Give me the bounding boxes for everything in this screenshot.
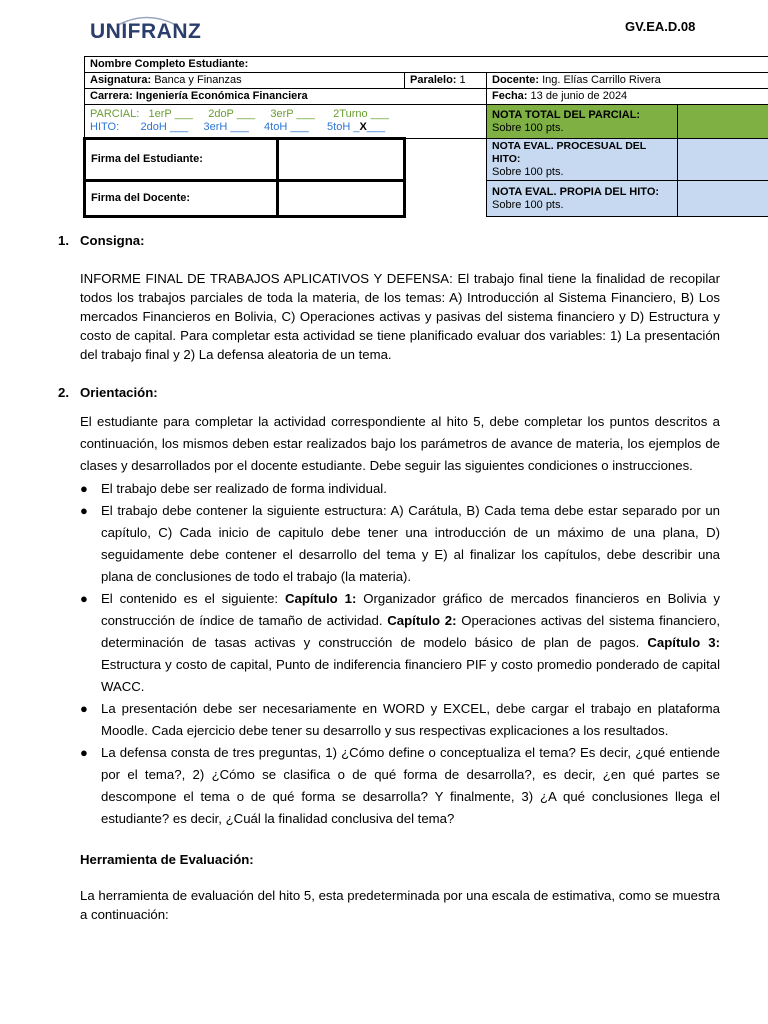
parcial-hito-cell[interactable]: [85, 105, 487, 139]
section-2-title: Orientación:: [80, 385, 158, 400]
row-carrera: [85, 89, 768, 105]
row-nombre: [85, 57, 768, 73]
asignatura-cell: [85, 73, 405, 89]
bullet-2-text: El trabajo debe contener la siguiente estructura: A) Carátula, B) Cada tema debe estar separado por un capítulo, C) Cada inicio de capitulo debe tener una introducción de un máximo de una plana, D) seguidamente debe contener el desarrollo del tema y E) al finalizar los capítulos, debe describir una plana de conclusiones de todo el trabajo (la materia).: [101, 503, 720, 584]
cap3-label: Capítulo 3:: [647, 635, 720, 650]
firma-docente-label: Firma del Docente:: [91, 192, 191, 204]
spacer-cell: [405, 139, 487, 181]
row-firma-estudiante: [85, 139, 768, 181]
carrera-cell: [85, 89, 487, 105]
cap2-label: Capítulo 2:: [387, 613, 457, 628]
logo-text: UNIFRANZ: [90, 20, 202, 43]
docente-label: Docente:: [492, 74, 540, 86]
spacer-cell: [405, 181, 487, 217]
nota-procesual-value-cell[interactable]: [678, 139, 768, 181]
carrera-value: Ingeniería Económica Financiera: [135, 90, 308, 102]
asignatura-label: Asignatura:: [90, 74, 152, 86]
row-parcial-hito: [85, 105, 768, 139]
hito-prefix: HITO: 2doH ___ 3erH ___ 4toH ___ 5toH _: [90, 121, 360, 133]
bullet-item-defensa: [80, 742, 720, 830]
nota-procesual-sub: Sobre 100 pts.: [492, 166, 564, 178]
hito-suffix: ___: [366, 121, 386, 133]
paralelo-cell: [405, 73, 487, 89]
nota-procesual-title: NOTA EVAL. PROCESUAL DEL HITO:: [492, 140, 647, 165]
nombre-label: Nombre Completo Estudiante:: [90, 58, 249, 70]
carrera-label: Carrera:: [90, 90, 133, 102]
section-2-number: 2.: [58, 385, 69, 400]
firma-docente-field[interactable]: [278, 181, 405, 217]
nota-parcial-sub: Sobre 100 pts.: [492, 121, 564, 134]
bullet-icon: ●: [80, 503, 88, 518]
herramienta-text: La herramienta de evaluación del hito 5, esta predeterminada por una escala de estimativa, como se muestra a continuación:: [80, 888, 720, 922]
section-1-number: 1.: [58, 233, 69, 248]
asignatura-value: Banca y Finanzas: [154, 74, 242, 86]
firma-estudiante-label-cell: [85, 139, 278, 181]
nota-propia-value-cell[interactable]: [678, 181, 768, 217]
bullet-item-estructura: [80, 500, 720, 588]
cap3-text: Estructura y costo de capital, Punto de indiferencia financiero PIF y costo promedio ponderado de capital WACC.: [101, 657, 720, 694]
bullet-item-contenido: [80, 588, 721, 698]
cap1-label: Capítulo 1:: [284, 591, 357, 606]
section-2-text: El estudiante para completar la actividad correspondiente al hito 5, debe completar los puntos descritos a continuación, los mismos deben estar realizados bajo los parámetros de avance de materia, los ejemplos de clases y desarrollados por el docente estudiante. Debe seguir las siguientes condiciones o instrucciones.: [80, 414, 720, 473]
bullet-icon: ●: [80, 701, 88, 716]
section-1-text: INFORME FINAL DE TRABAJOS APLICATIVOS Y DEFENSA: El trabajo final tiene la finalidad de recopilar todos los trabajos parciales de toda la materia, de los temas: A) Introducción al Sistema Financiero, B) Los mercados Financieros en Bolivia, C) Operaciones activas y pasivas del sistema financiero y D) Estructura y costo de capital. Para completar esta actividad se tiene planificado evaluar dos variables: 1) La presentación del trabajo final y 2) La defensa aleatoria de un tema.: [80, 271, 720, 362]
fecha-value: 13 de junio de 2024: [530, 90, 628, 102]
document-code: GV.EA.D.08: [625, 19, 696, 34]
row-asignatura: [85, 73, 768, 89]
bullet-5-text: La defensa consta de tres preguntas, 1) ¿Cómo define o conceptualiza el tema? Es decir, ¿qué entiende por el tema?, 2) ¿Cómo se clasifica o de qué forma de desarrolla?, es decir, ¿en qué partes se descompone el tema o de qué forma se desarrolla? Y finalmente, 3) ¿A qué conclusiones llega el estudiante? es decir, ¿Cuál la finalidad conclusiva del tema?: [101, 745, 720, 826]
docente-value: Ing. Elías Carrillo Rivera: [542, 74, 661, 86]
nota-propia-label-cell: [487, 181, 678, 217]
bullet-4-text: La presentación debe ser necesariamente en WORD y EXCEL, debe cargar el trabajo en plataforma Moodle. Cada ejercicio debe tener su desarrollo y sus respectivas explicaciones a los resultados.: [101, 701, 720, 738]
fecha-cell: [487, 89, 768, 105]
paralelo-value: 1: [459, 74, 466, 86]
fecha-label: Fecha:: [492, 90, 528, 102]
bullet-icon: ●: [80, 591, 88, 606]
nota-propia-sub: Sobre 100 pts.: [492, 198, 564, 211]
bullet-3-intro: El contenido es el siguiente:: [101, 591, 285, 606]
cap2-text: Operaciones activas del sistema financiero, determinación de tasas activas y construcción de modelo básico de plan de pagos.: [101, 613, 720, 650]
row-firma-docente: [85, 181, 768, 217]
bullet-item-presentacion: [80, 698, 720, 742]
bullet-1-text: El trabajo debe ser realizado de forma individual.: [101, 481, 387, 496]
hito-line: [90, 121, 481, 134]
nombre-cell[interactable]: [85, 57, 768, 73]
docente-cell: [487, 73, 768, 89]
nota-parcial-value-cell[interactable]: [678, 105, 768, 139]
cap1-text: Organizador gráfico de mercados financieros en Bolivia y construcción de índice de tamaño de actividad.: [101, 591, 721, 628]
nota-parcial-title: NOTA TOTAL DEL PARCIAL:: [492, 108, 641, 121]
student-info-table: [83, 56, 768, 218]
parcial-line: PARCIAL: 1erP ___ 2doP ___ 3erP ___ 2Turno ___: [90, 108, 390, 120]
unifranz-logo: [90, 14, 202, 48]
bullet-icon: ●: [80, 745, 88, 760]
bullet-icon: ●: [80, 481, 88, 496]
firma-estudiante-label: Firma del Estudiante:: [91, 153, 203, 165]
paralelo-label: Paralelo:: [410, 74, 457, 86]
herramienta-title: Herramienta de Evaluación:: [80, 852, 254, 867]
nota-procesual-label-cell: [487, 139, 678, 181]
hito-mark: X: [359, 121, 367, 133]
nota-propia-title: NOTA EVAL. PROPIA DEL HITO:: [492, 185, 660, 198]
firma-estudiante-field[interactable]: [278, 139, 405, 181]
firma-docente-label-cell: [85, 181, 278, 217]
nota-parcial-label-cell: [487, 105, 678, 139]
section-1-title: Consigna:: [80, 233, 145, 248]
bullet-item-individual: [80, 478, 720, 500]
